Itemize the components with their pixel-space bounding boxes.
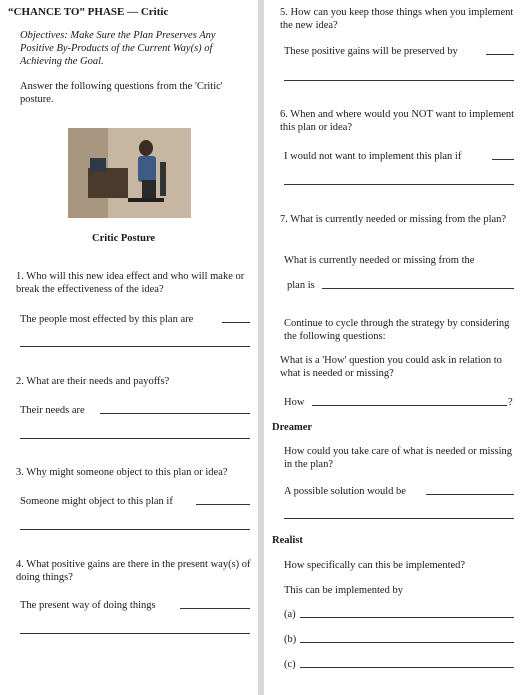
answer-6-blank[interactable] (492, 159, 514, 160)
how-label: How (284, 397, 305, 408)
dreamer-question: How could you take care of what is needed or missing in the plan? (284, 446, 513, 470)
answer-3-line[interactable] (20, 529, 250, 530)
answer-5-prompt: These positive gains will be preserved by (284, 46, 458, 57)
answer-1-prompt: The people most effected by this plan are (20, 314, 194, 325)
instruction-text: Answer the following questions from the 'Critic' posture. (20, 81, 223, 105)
dreamer-heading: Dreamer (272, 422, 313, 433)
answer-4-prompt: The present way of doing things (20, 600, 156, 611)
objectives-text: Objectives: Make Sure the Plan Preserves Any Positive By-Products of the Current Way(s) of Achieving the Goal. (20, 30, 216, 67)
person-at-desk-image (68, 128, 191, 218)
page-title: “CHANCE TO” PHASE — Critic (8, 6, 169, 18)
answer-4-line[interactable] (20, 633, 250, 634)
answer-7-blank[interactable] (322, 288, 514, 289)
answer-3-prompt: Someone might object to this plan if (20, 496, 173, 507)
dreamer-answer-blank[interactable] (426, 494, 514, 495)
option-a-line[interactable] (300, 617, 514, 618)
realist-heading: Realist (272, 535, 303, 546)
realist-question: How specifically can this be implemented? (284, 560, 466, 571)
question-2: 2. What are their needs and payoffs? (16, 376, 170, 387)
question-6: 6. When and where would you NOT want to implement this plan or idea? (280, 109, 515, 133)
question-7: 7. What is currently needed or missing from the plan? (280, 214, 507, 225)
answer-5-line[interactable] (284, 80, 514, 81)
answer-2-line[interactable] (20, 438, 250, 439)
answer-2-blank[interactable] (100, 413, 250, 414)
cycle-instruction: Continue to cycle through the strategy by considering the following questions: (284, 318, 510, 342)
option-b-line[interactable] (300, 642, 514, 643)
option-c-line[interactable] (300, 667, 514, 668)
question-5: 5. How can you keep those things when you implement the new idea? (280, 7, 514, 31)
question-4: 4. What positive gains are there in the present way(s) of doing things? (16, 559, 251, 583)
critic-posture-photo (68, 128, 191, 218)
answer-1-line[interactable] (20, 346, 250, 347)
how-question-mark: ? (508, 397, 513, 408)
answer-6-line[interactable] (284, 184, 514, 185)
answer-7-prompt-a: What is currently needed or missing from the (284, 255, 475, 266)
answer-3-blank[interactable] (196, 504, 250, 505)
answer-7-prompt-b: plan is (287, 280, 315, 291)
question-1: 1. Who will this new idea effect and who will make or break the effectiveness of the idea? (16, 271, 245, 295)
answer-1-blank[interactable] (222, 322, 250, 323)
left-column (0, 0, 258, 695)
answer-2-prompt: Their needs are (20, 405, 85, 416)
dreamer-answer-prompt: A possible solution would be (284, 486, 406, 497)
dreamer-answer-line[interactable] (284, 518, 514, 519)
option-c-label: (c) (284, 659, 296, 670)
question-3: 3. Why might someone object to this plan or idea? (16, 467, 228, 478)
option-a-label: (a) (284, 609, 296, 620)
right-column (264, 0, 522, 695)
answer-5-blank[interactable] (486, 54, 514, 55)
answer-4-blank[interactable] (180, 608, 250, 609)
how-question: What is a 'How' question you could ask in relation to what is needed or missing? (280, 355, 502, 379)
how-blank[interactable] (312, 405, 507, 406)
photo-caption: Critic Posture (92, 233, 156, 244)
option-b-label: (b) (284, 634, 297, 645)
realist-answer-prompt: This can be implemented by (284, 585, 403, 596)
answer-6-prompt: I would not want to implement this plan if (284, 151, 462, 162)
